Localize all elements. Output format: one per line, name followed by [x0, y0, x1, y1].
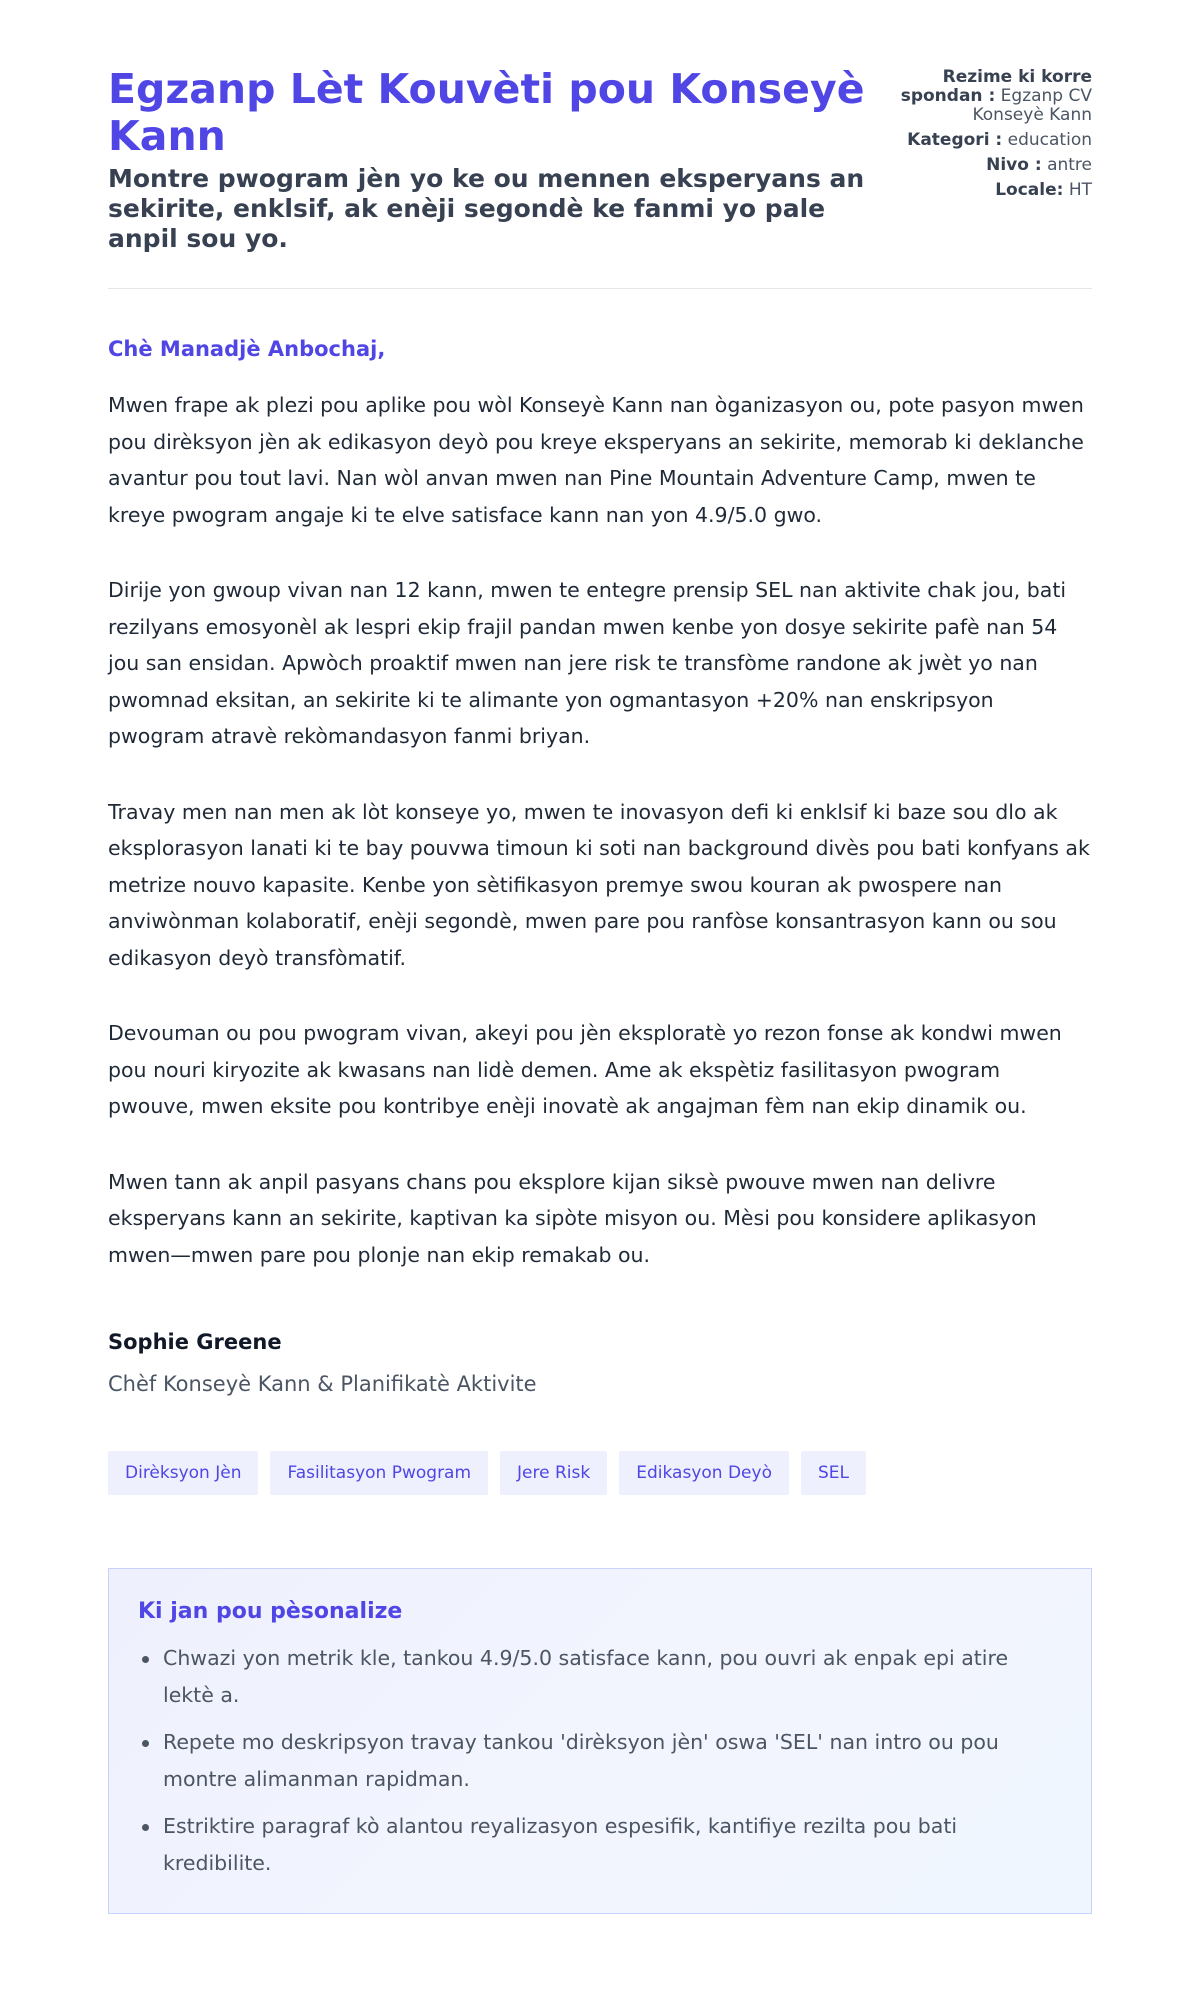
tip-item: Chwazi yon metrik kle, tankou 4.9/5.0 satisface kann, pou ouvri ak enpak epi atire lektè a. — [138, 1640, 1062, 1713]
letter-paragraph: Devouman ou pou pwogram vivan, akeyi pou jèn eksploratè yo rezon fonse ak kondwi mwen pou nouri kiryozite ak kwasans nan lidè demen. Ame ak ekspètiz fasilitasyon pwogram pwouve, mwen eksite pou kontribye enèji inovatè ak angajman fèm nan ekip dinamik ou. — [108, 1021, 1062, 1118]
meta-level — [872, 156, 1092, 175]
header-title-block — [108, 66, 868, 254]
meta-resume-value: Egzanp CV Konseyè Kann — [972, 86, 1092, 125]
meta-resume — [872, 68, 1092, 125]
letter-paragraph: Mwen tann ak anpil pasyans chans pou eksplore kijan siksè pwouve mwen nan delivre eksperyans kann an sekirite, kaptivan ka sipòte misyon ou. Mèsi pou konsidere aplikasyon mwen—mwen pare pou plonje nan ekip remakab ou. — [108, 1169, 1037, 1267]
signature-name: Sophie Greene — [108, 1330, 282, 1354]
meta-locale — [872, 181, 1092, 200]
customization-tips-box — [108, 1568, 1092, 1914]
tips-title: Ki jan pou pèsonalize — [138, 1599, 403, 1624]
skill-tag: SEL — [801, 1451, 866, 1495]
meta-category-value: education — [1007, 130, 1092, 150]
skill-tag: Fasilitasyon Pwogram — [270, 1451, 488, 1495]
skill-tag: Jere Risk — [500, 1451, 607, 1495]
skill-tag: Edikasyon Deyò — [619, 1451, 789, 1495]
letter-paragraph: Mwen frape ak plezi pou aplike pou wòl Konseyè Kann nan òganizasyon ou, pote pasyon mwen pou dirèksyon jèn ak edikasyon deyò pou kreye eksperyans an sekirite, memorab ki deklanche avantur pou tout lavi. Nan wòl anvan mwen nan Pine Mountain Adventure Camp, mwen te kreye pwogram angaje ki te elve satisface kann nan yon 4.9/5.0 gwo. — [108, 393, 1084, 527]
meta-category — [872, 131, 1092, 150]
tip-item: Estriktire paragraf kò alantou reyalizasyon espesifik, kantifiye rezilta pou bati kredibilite. — [138, 1808, 1062, 1881]
meta-level-value: antre — [1047, 155, 1092, 175]
signature-title: Chèf Konseyè Kann & Planifikatè Aktivite — [108, 1372, 537, 1396]
skill-tag: Dirèksyon Jèn — [108, 1451, 258, 1495]
meta-panel — [872, 68, 1092, 206]
meta-locale-value: HT — [1068, 180, 1092, 200]
letter-salutation: Chè Manadjè Anbochaj, — [108, 337, 386, 361]
meta-category-label: Kategori : — [907, 130, 1003, 150]
meta-resume-label: Rezime ki korre spondan : — [900, 67, 1092, 106]
page-subtitle: Montre pwogram jèn yo ke ou mennen eksperyans an sekirite, enklsif, ak enèji segondè ke fanmi yo pale anpil sou yo. — [108, 164, 865, 253]
skill-tags — [108, 1451, 1092, 1495]
tip-item: Repete mo deskripsyon travay tankou 'dirèksyon jèn' oswa 'SEL' nan intro ou pou montre alimanman rapidman. — [138, 1724, 1062, 1797]
signature-block — [108, 1330, 1092, 1396]
document-header — [108, 66, 1092, 289]
meta-locale-label: Locale: — [995, 180, 1064, 200]
letter-body — [108, 387, 1092, 1273]
tips-list — [138, 1640, 1062, 1881]
meta-level-label: Nivo : — [986, 155, 1042, 175]
page-title: Egzanp Lèt Kouvèti pou Konseyè Kann — [108, 65, 865, 160]
letter-paragraph: Dirije yon gwoup vivan nan 12 kann, mwen te entegre prensip SEL nan aktivite chak jou, bati rezilyans emosyonèl ak lespri ekip frajil pandan mwen kenbe yon dosye sekirite pafè nan 54 jou san ensidan. Apwòch proaktif mwen nan jere risk te transfòme randone ak jwèt yo nan pwomnad eksitan, an sekirite ki te alimante yon ogmantasyon +20% nan enskripsyon pwogram atravè rekòmandasyon fanmi briyan. — [108, 578, 1067, 748]
letter-paragraph: Travay men nan men ak lòt konseye yo, mwen te inovasyon defi ki enklsif ki baze sou dlo ak eksplorasyon lanati ki te bay pouvwa timoun ki soti nan background divès pou bati konfyans ak metrize nouvo kapasite. Kenbe yon sètifikasyon premye swou kouran ak pwospere nan anviwònman kolaboratif, enèji segondè, mwen pare pou ranfòse konsantrasyon kann ou sou edikasyon deyò transfòmatif. — [108, 799, 1090, 970]
